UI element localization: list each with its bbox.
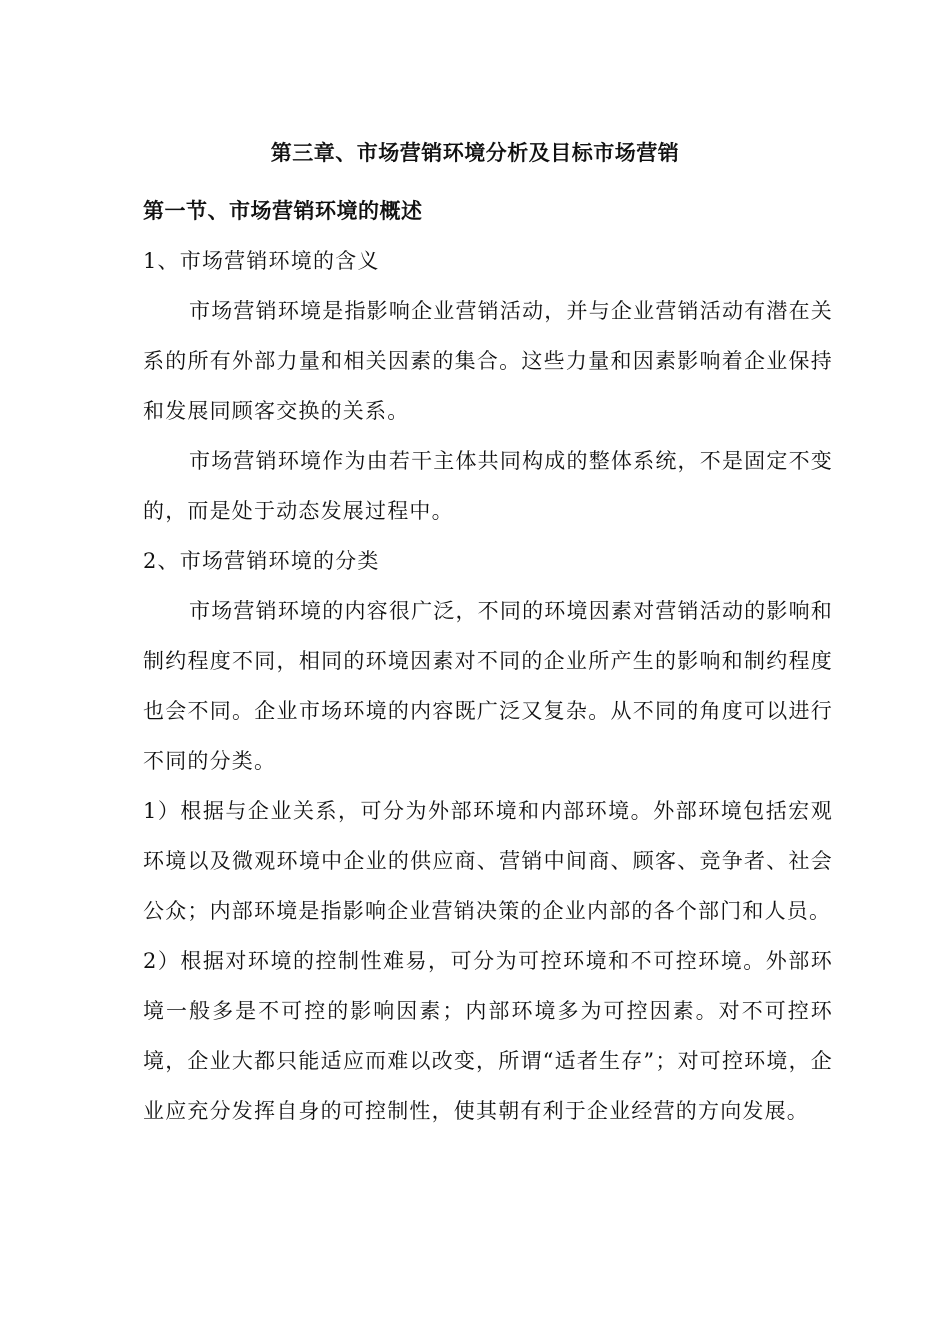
chapter-title: 第三章、市场营销环境分析及目标市场营销 <box>270 141 680 165</box>
list-item-controllable: 2）根据对环境的控制性难易，可分为可控环境和不可控环境。外部环境一般多是不可控的影响因素；内部环境多为可控因素。对不可控环境，企业大都只能适应而难以改变，所谓“适者生存”；对可控环境，企业应充分发挥自身的可控制性，使其朝有利于企业经营的方向发展。 <box>143 949 833 1123</box>
subsection-heading-1: 1、市场营销环境的含义 <box>143 249 380 273</box>
list-item-external-internal: 1）根据与企业关系，可分为外部环境和内部环境。外部环境包括宏观环境以及微观环境中企业的供应商、营销中间商、顾客、竞争者、社会公众；内部环境是指影响企业营销决策的企业内部的各个部门和人员。 <box>143 799 833 923</box>
subsection-heading-2: 2、市场营销环境的分类 <box>143 549 380 573</box>
paragraph-dynamic-system: 市场营销环境作为由若干主体共同构成的整体系统，不是固定不变的，而是处于动态发展过程中。 <box>143 449 833 523</box>
paragraph-definition: 市场营销环境是指影响企业营销活动，并与企业营销活动有潜在关系的所有外部力量和相关因素的集合。这些力量和因素影响着企业保持和发展同顾客交换的关系。 <box>143 299 833 423</box>
section-title: 第一节、市场营销环境的概述 <box>143 199 423 223</box>
paragraph-classification-intro: 市场营销环境的内容很广泛，不同的环境因素对营销活动的影响和制约程度不同，相同的环境因素对不同的企业所产生的影响和制约程度也会不同。企业市场环境的内容既广泛又复杂。从不同的角度可以进行不同的分类。 <box>143 599 833 773</box>
document-body <box>143 186 833 1136</box>
